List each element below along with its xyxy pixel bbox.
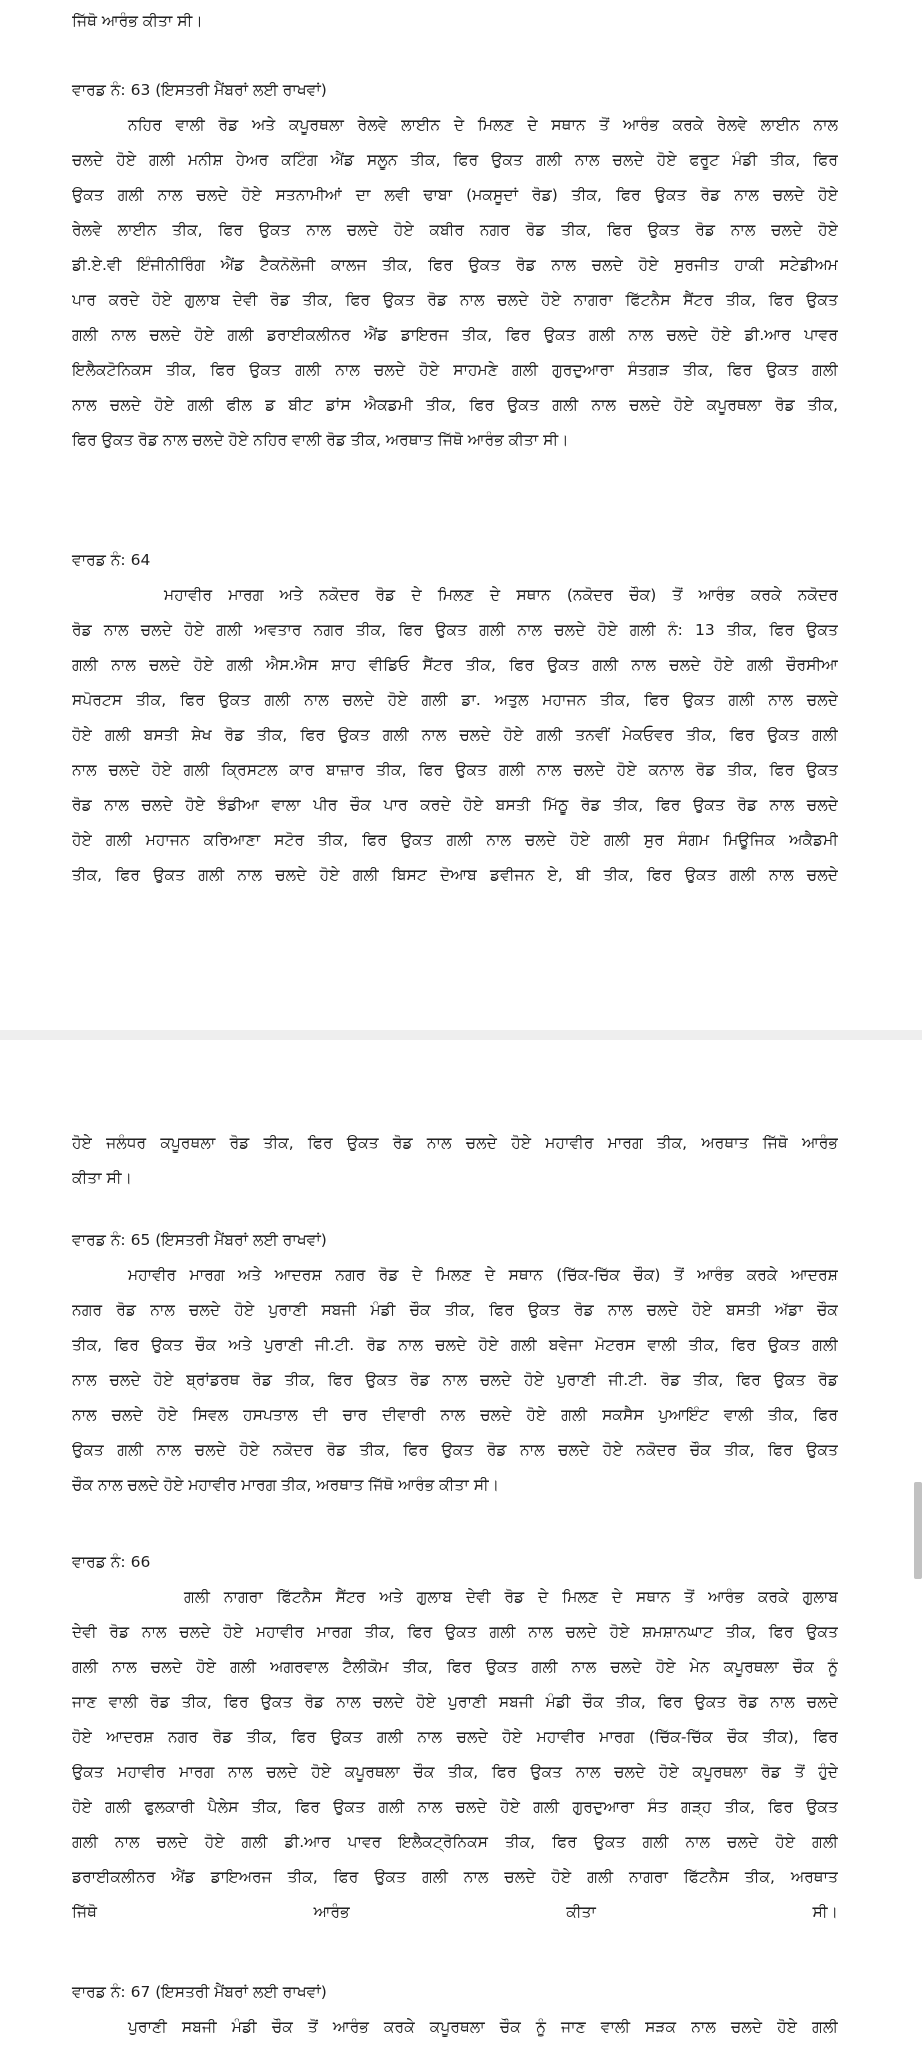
text-line: ਤੀਕ, ਫਿਰ ਉਕਤ ਗਲੀ ਨਾਲ ਚਲਦੇ ਹੋਏ ਗਲੀ ਬਿਸਟ ਦੋਆਬ ਡਵੀਜਨ ਏ, ਬੀ ਤੀਕ, ਫਿਰ ਉਕਤ ਗਲੀ ਨਾਲ ਚਲਦੇ xyxy=(72,866,838,884)
text-line: ਗਲੀ ਨਾਲ ਚਲਦੇ ਹੋਏ ਗਲੀ ਡੀ.ਆਰ ਪਾਵਰ ਇਲੈਕਟ੍ਰੋਨਿਕਸ ਤੀਕ, ਫਿਰ ਉਕਤ ਗਲੀ ਨਾਲ ਚਲਦੇ ਹੋਏ ਗਲੀ xyxy=(72,1833,838,1851)
text-line: ਹੋਏ ਗਲੀ ਬਸਤੀ ਸ਼ੇਖ ਰੋਡ ਤੀਕ, ਫਿਰ ਉਕਤ ਗਲੀ ਨਾਲ ਚਲਦੇ ਹੋਏ ਗਲੀ ਤਨਵੀਂ ਮੇਕਓਵਰ ਤੀਕ, ਫਿਰ ਉਕਤ ਗਲੀ xyxy=(72,726,838,744)
text-line: ਗਲੀ ਨਾਲ ਚਲਦੇ ਹੋਏ ਗਲੀ ਐਸ.ਐਸ ਸ਼ਾਹ ਵੀਡਿਓ ਸੈਂਟਰ ਤੀਕ, ਫਿਰ ਉਕਤ ਗਲੀ ਨਾਲ ਚਲਦੇ ਹੋਏ ਗਲੀ ਚੌਰਸੀਆ xyxy=(72,656,838,674)
text-line: ਮਹਾਵੀਰ ਮਾਰਗ ਅਤੇ ਆਦਰਸ਼ ਨਗਰ ਰੋਡ ਦੇ ਮਿਲਣ ਦੇ ਸਥਾਨ (ਚਿੱਕ-ਚਿੱਕ ਚੌਕ) ਤੋਂ ਆਰੰਭ ਕਰਕੇ ਆਦਰਸ਼ xyxy=(128,1266,838,1284)
text-line: ਗਲੀ ਨਾਲ ਚਲਦੇ ਹੋਏ ਗਲੀ ਡਰਾਈਕਲੀਨਰ ਐਂਡ ਡਾਇਰਜ ਤੀਕ, ਫਿਰ ਉਕਤ ਗਲੀ ਨਾਲ ਚਲਦੇ ਹੋਏ ਡੀ.ਆਰ ਪਾਵਰ xyxy=(72,326,838,344)
text-line: ਡੀ.ਏ.ਵੀ ਇੰਜੀਨੀਰਿੰਗ ਐਂਡ ਟੈਕਨੋਲੋਜੀ ਕਾਲਜ ਤੀਕ, ਫਿਰ ਉਕਤ ਰੋਡ ਨਾਲ ਚਲਦੇ ਹੋਏ ਸੁਰਜੀਤ ਹਾਕੀ ਸਟੇਡੀਅਮ xyxy=(72,256,838,274)
text-line: ਹੋਏ ਗਲੀ ਮਹਾਜਨ ਕਰਿਆਣਾ ਸਟੋਰ ਤੀਕ, ਫਿਰ ਉਕਤ ਗਲੀ ਨਾਲ ਚਲਦੇ ਹੋਏ ਗਲੀ ਸੁਰ ਸੰਗਮ ਮਿਊਜਿਕ ਅਕੈਡਮੀ xyxy=(72,831,838,849)
text-line: ਹੋਏ ਆਦਰਸ਼ ਨਗਰ ਰੋਡ ਤੀਕ, ਫਿਰ ਉਕਤ ਗਲੀ ਨਾਲ ਚਲਦੇ ਹੋਏ ਮਹਾਵੀਰ ਮਾਰਗ (ਚਿੱਕ-ਚਿੱਕ ਚੌਕ ਤੀਕ), ਫਿਰ xyxy=(72,1728,838,1746)
text-line: ਉਕਤ ਮਹਾਵੀਰ ਮਾਰਗ ਨਾਲ ਚਲਦੇ ਹੋਏ ਕਪੂਰਥਲਾ ਚੌਕ ਤੀਕ, ਫਿਰ ਉਕਤ ਨਾਲ ਚਲਦੇ ਹੋਏ ਕਪੂਰਥਲਾ ਰੋਡ ਤੋਂ ਹੁੰਦੇ xyxy=(72,1763,838,1781)
text-line: ਜਾਣ ਵਾਲੀ ਰੋਡ ਤੀਕ, ਫਿਰ ਉਕਤ ਰੋਡ ਨਾਲ ਚਲਦੇ ਹੋਏ ਪੁਰਾਣੀ ਸਬਜੀ ਮੰਡੀ ਚੌਕ ਤੀਕ, ਫਿਰ ਉਕਤ ਰੋਡ ਨਾਲ ਚਲਦੇ xyxy=(72,1693,838,1711)
text-line: ਚੌਕ ਨਾਲ ਚਲਦੇ ਹੋਏ ਮਹਾਵੀਰ ਮਾਰਗ ਤੀਕ, ਅਰਥਾਤ ਜਿੱਥੋ ਆਰੰਭ ਕੀਤਾ ਸੀ। xyxy=(72,1476,500,1494)
text-line: ਰੇਲਵੇ ਲਾਈਨ ਤੀਕ, ਫਿਰ ਉਕਤ ਨਾਲ ਚਲਦੇ ਹੋਏ ਕਬੀਰ ਨਗਰ ਰੋਡ ਤੀਕ, ਫਿਰ ਉਕਤ ਰੋਡ ਨਾਲ ਚਲਦੇ ਹੋਏ xyxy=(72,221,838,239)
text-line: ਨਗਰ ਰੋਡ ਨਾਲ ਚਲਦੇ ਹੋਏ ਪੁਰਾਣੀ ਸਬਜੀ ਮੰਡੀ ਚੌਕ ਤੀਕ, ਫਿਰ ਉਕਤ ਰੋਡ ਨਾਲ ਚਲਦੇ ਹੋਏ ਬਸਤੀ ਅੱਡਾ ਚੌਕ xyxy=(72,1301,838,1319)
document-page-2 xyxy=(0,1040,922,2048)
ward-64-section xyxy=(72,546,838,893)
text-line: ਡਰਾਈਕਲੀਨਰ ਐਂਡ ਡਾਇਅਰਜ ਤੀਕ, ਫਿਰ ਉਕਤ ਗਲੀ ਨਾਲ ਚਲਦੇ ਹੋਏ ਗਲੀ ਨਾਗਰਾ ਫਿੱਟਨੈਸ ਤੀਕ, ਅਰਥਾਤ xyxy=(72,1868,838,1886)
ward-paragraph xyxy=(72,108,838,458)
text-line: ਜਿੱਥੋ ਆਰੰਭ ਕੀਤਾ ਸੀ। xyxy=(72,12,203,30)
text-line: ਦੇਵੀ ਰੋਡ ਨਾਲ ਚਲਦੇ ਹੋਏ ਮਹਾਵੀਰ ਮਾਰਗ ਤੀਕ, ਫਿਰ ਉਕਤ ਗਲੀ ਨਾਲ ਚਲਦੇ ਹੋਏ ਸ਼ਮਸ਼ਾਨਘਾਟ ਤੀਕ, ਫਿਰ ਉਕਤ xyxy=(72,1623,838,1641)
text-line: ਪੁਰਾਣੀ ਸਬਜੀ ਮੰਡੀ ਚੌਕ ਤੋਂ ਆਰੰਭ ਕਰਕੇ ਕਪੂਰਥਲਾ ਚੌਕ ਨੂੰ ਜਾਣ ਵਾਲੀ ਸੜਕ ਨਾਲ ਚਲਦੇ ਹੋਏ ਗਲੀ xyxy=(128,2018,838,2036)
ward-paragraph xyxy=(72,1258,838,1503)
ward-heading: ਵਾਰਡ ਨੰ: 63 (ਇਸਤਰੀ ਮੈਂਬਰਾਂ ਲਈ ਰਾਖਵਾਂ) xyxy=(72,81,327,99)
ward-paragraph xyxy=(72,2010,838,2045)
ward-paragraph xyxy=(72,1580,838,1930)
text-line: ਗਲੀ ਨਾਗਰਾ ਫਿੱਟਨੈਸ ਸੈਂਟਰ ਅਤੇ ਗੁਲਾਬ ਦੇਵੀ ਰੋਡ ਦੇ ਮਿਲਣ ਦੇ ਸਥਾਨ ਤੋਂ ਆਰੰਭ ਕਰਕੇ ਗੁਲਾਬ xyxy=(184,1588,838,1606)
text-line: ਨਾਲ ਚਲਦੇ ਹੋਏ ਗਲੀ ਫੀਲ ਡ ਬੀਟ ਡਾਂਸ ਐਕਡਮੀ ਤੀਕ, ਫਿਰ ਉਕਤ ਗਲੀ ਨਾਲ ਚਲਦੇ ਹੋਏ ਕਪੂਰਥਲਾ ਰੋਡ ਤੀਕ, xyxy=(72,396,838,414)
text-line: ਰੋਡ ਨਾਲ ਚਲਦੇ ਹੋਏ ਝੰਡੀਆ ਵਾਲਾ ਪੀਰ ਚੌਕ ਪਾਰ ਕਰਦੇ ਹੋਏ ਬਸਤੀ ਮਿੱਠੂ ਰੋਡ ਤੀਕ, ਫਿਰ ਉਕਤ ਰੋਡ ਨਾਲ ਚਲਦੇ xyxy=(72,796,838,814)
ward-67-section xyxy=(72,1978,838,2045)
text-line: ਕੀਤਾ ਸੀ। xyxy=(72,1169,132,1187)
text-line: ਗਲੀ ਨਾਲ ਚਲਦੇ ਹੋਏ ਗਲੀ ਅਗਰਵਾਲ ਟੈਲੀਕੋਮ ਤੀਕ, ਫਿਰ ਉਕਤ ਗਲੀ ਨਾਲ ਚਲਦੇ ਹੋਏ ਮੇਨ ਕਪੂਰਥਲਾ ਚੌਕ ਨੂੰ xyxy=(72,1658,838,1676)
ward-heading: ਵਾਰਡ ਨੰ: 66 xyxy=(72,1553,151,1571)
text-line: ਇਲੈਕਟੋਨਿਕਸ ਤੀਕ, ਫਿਰ ਉਕਤ ਗਲੀ ਨਾਲ ਚਲਦੇ ਹੋਏ ਸਾਹਮਣੇ ਗਲੀ ਗੁਰਦੁਆਰਾ ਸੰਤਗੜ ਤੀਕ, ਫਿਰ ਉਕਤ ਗਲੀ xyxy=(72,361,838,379)
ward-heading: ਵਾਰਡ ਨੰ: 65 (ਇਸਤਰੀ ਮੈਂਬਰਾਂ ਲਈ ਰਾਖਵਾਂ) xyxy=(72,1231,327,1249)
ward-heading: ਵਾਰਡ ਨੰ: 67 (ਇਸਤਰੀ ਮੈਂਬਰਾਂ ਲਈ ਰਾਖਵਾਂ) xyxy=(72,1983,327,2001)
ward-65-section xyxy=(72,1226,838,1503)
ward-heading: ਵਾਰਡ ਨੰ: 64 xyxy=(72,551,151,569)
text-line: ਹੋਏ ਗਲੀ ਫੁਲਕਾਰੀ ਪੈਲੇਸ ਤੀਕ, ਫਿਰ ਉਕਤ ਗਲੀ ਨਾਲ ਚਲਦੇ ਹੋਏ ਗਲੀ ਗੁਰਦੁਆਰਾ ਸੰਤ ਗੜ੍ਹ ਤੀਕ, ਫਿਰ ਉਕਤ xyxy=(72,1798,838,1816)
text-line: ਜਿੱਥੋ ਆਰੰਭ ਕੀਤਾ ਸੀ। xyxy=(72,1903,838,1921)
continuation-text xyxy=(72,1126,838,1196)
text-line: ਹੋਏ ਜਲੰਧਰ ਕਪੂਰਥਲਾ ਰੋਡ ਤੀਕ, ਫਿਰ ਉਕਤ ਰੋਡ ਨਾਲ ਚਲਦੇ ਹੋਏ ਮਹਾਵੀਰ ਮਾਰਗ ਤੀਕ, ਅਰਥਾਤ ਜਿੱਥੋ ਆਰੰਭ xyxy=(72,1134,838,1152)
text-line: ਫਿਰ ਉਕਤ ਰੋਡ ਨਾਲ ਚਲਦੇ ਹੋਏ ਨਹਿਰ ਵਾਲੀ ਰੋਡ ਤੀਕ, ਅਰਥਾਤ ਜਿੱਥੋ ਆਰੰਭ ਕੀਤਾ ਸੀ। xyxy=(72,431,569,449)
text-line: ਨਾਲ ਚਲਦੇ ਹੋਏ ਸਿਵਲ ਹਸਪਤਾਲ ਦੀ ਚਾਰ ਦੀਵਾਰੀ ਨਾਲ ਚਲਦੇ ਹੋਏ ਗਲੀ ਸਕਸੈਸ ਪੁਆਇੰਟ ਵਾਲੀ ਤੀਕ, ਫਿਰ xyxy=(72,1406,838,1424)
text-line: ਪਾਰ ਕਰਦੇ ਹੋਏ ਗੁਲਾਬ ਦੇਵੀ ਰੋਡ ਤੀਕ, ਫਿਰ ਉਕਤ ਰੋਡ ਨਾਲ ਚਲਦੇ ਹੋਏ ਨਾਗਰਾ ਫਿੱਟਨੈਸ ਸੈਂਟਰ ਤੀਕ, ਫਿਰ ਉਕਤ xyxy=(72,291,838,309)
continuation-text xyxy=(72,4,838,39)
text-line: ਤੀਕ, ਫਿਰ ਉਕਤ ਚੌਕ ਅਤੇ ਪੁਰਾਣੀ ਜੀ.ਟੀ. ਰੋਡ ਨਾਲ ਚਲਦੇ ਹੋਏ ਗਲੀ ਬਵੇਜਾ ਮੋਟਰਸ ਵਾਲੀ ਤੀਕ, ਫਿਰ ਉਕਤ ਗਲੀ xyxy=(72,1336,838,1354)
text-line: ਨਾਲ ਚਲਦੇ ਹੋਏ ਬ੍ਰਾਂਡਰਥ ਰੋਡ ਤੀਕ, ਫਿਰ ਉਕਤ ਰੋਡ ਨਾਲ ਚਲਦੇ ਹੋਏ ਪੁਰਾਣੀ ਜੀ.ਟੀ. ਰੋਡ ਤੀਕ, ਫਿਰ ਉਕਤ ਰੋਡ xyxy=(72,1371,838,1389)
page-separator xyxy=(0,1030,922,1040)
text-line: ਰੋਡ ਨਾਲ ਚਲਦੇ ਹੋਏ ਗਲੀ ਅਵਤਾਰ ਨਗਰ ਤੀਕ, ਫਿਰ ਉਕਤ ਗਲੀ ਨਾਲ ਚਲਦੇ ਹੋਏ ਗਲੀ ਨੰ: 13 ਤੀਕ, ਫਿਰ ਉਕਤ xyxy=(72,621,838,639)
text-line: ਚਲਦੇ ਹੋਏ ਗਲੀ ਮਨੀਸ਼ ਹੇਅਰ ਕਟਿੰਗ ਐਂਡ ਸਲੂਨ ਤੀਕ, ਫਿਰ ਉਕਤ ਗਲੀ ਨਾਲ ਚਲਦੇ ਹੋਏ ਫਰੂਟ ਮੰਡੀ ਤੀਕ, ਫਿਰ xyxy=(72,151,838,169)
text-line: ਨਾਲ ਚਲਦੇ ਹੋਏ ਗਲੀ ਕ੍ਰਿਸਟਲ ਕਾਰ ਬਾਜ਼ਾਰ ਤੀਕ, ਫਿਰ ਉਕਤ ਗਲੀ ਨਾਲ ਚਲਦੇ ਹੋਏ ਕਨਾਲ ਰੋਡ ਤੀਕ, ਫਿਰ ਉਕਤ xyxy=(72,761,838,779)
text-line: ਉਕਤ ਗਲੀ ਨਾਲ ਚਲਦੇ ਹੋਏ ਸਤਨਾਮੀਆਂ ਦਾ ਲਵੀ ਢਾਬਾ (ਮਕਸੂਦਾਂ ਰੋਡ) ਤੀਕ, ਫਿਰ ਉਕਤ ਰੋਡ ਨਾਲ ਚਲਦੇ ਹੋਏ xyxy=(72,186,838,204)
ward-paragraph xyxy=(72,578,838,893)
scrollbar-thumb[interactable] xyxy=(914,1482,922,1579)
text-line: ਉਕਤ ਗਲੀ ਨਾਲ ਚਲਦੇ ਹੋਏ ਨਕੋਦਰ ਰੋਡ ਤੀਕ, ਫਿਰ ਉਕਤ ਰੋਡ ਨਾਲ ਚਲਦੇ ਹੋਏ ਨਕੋਦਰ ਚੌਕ ਤੀਕ, ਫਿਰ ਉਕਤ xyxy=(72,1441,838,1459)
ward-63-section xyxy=(72,76,838,458)
text-line: ਨਹਿਰ ਵਾਲੀ ਰੋਡ ਅਤੇ ਕਪੂਰਥਲਾ ਰੇਲਵੇ ਲਾਈਨ ਦੇ ਮਿਲਣ ਦੇ ਸਥਾਨ ਤੋਂ ਆਰੰਭ ਕਰਕੇ ਰੇਲਵੇ ਲਾਈਨ ਨਾਲ xyxy=(128,116,838,134)
text-line: ਮਹਾਵੀਰ ਮਾਰਗ ਅਤੇ ਨਕੋਦਰ ਰੋਡ ਦੇ ਮਿਲਣ ਦੇ ਸਥਾਨ (ਨਕੋਦਰ ਚੌਕ) ਤੋਂ ਆਰੰਭ ਕਰਕੇ ਨਕੋਦਰ xyxy=(164,586,838,604)
ward-66-section xyxy=(72,1548,838,1930)
text-line: ਸਪੋਰਟਸ ਤੀਕ, ਫਿਰ ਉਕਤ ਗਲੀ ਨਾਲ ਚਲਦੇ ਹੋਏ ਗਲੀ ਡਾ. ਅਤੁਲ ਮਹਾਜਨ ਤੀਕ, ਫਿਰ ਉਕਤ ਗਲੀ ਨਾਲ ਚਲਦੇ xyxy=(72,691,838,709)
